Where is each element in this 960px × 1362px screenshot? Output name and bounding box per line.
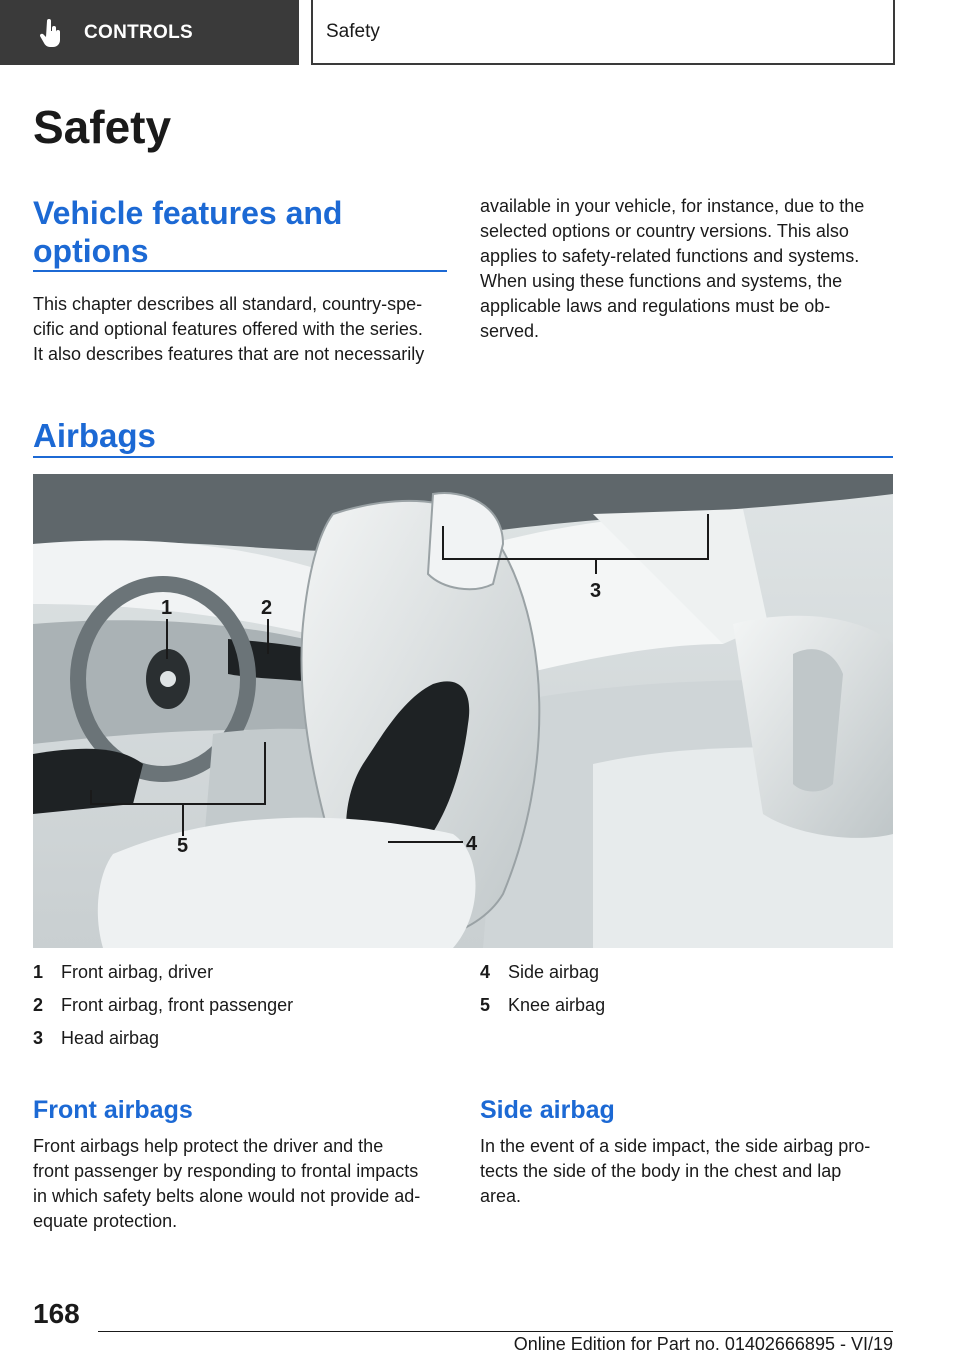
hand-pointer-icon xyxy=(36,18,66,48)
airbags-rule xyxy=(33,456,893,458)
heading-rule xyxy=(33,270,447,272)
airbag-illustration xyxy=(33,474,893,948)
airbag-legend-right xyxy=(480,962,900,1028)
legend-item: 3 Head airbag xyxy=(33,1028,160,1048)
front-airbags-text: Front airbags help protect the driver and the front passenger by responding to frontal impacts in which safety belts alone would not provide ad‐ equate protection. xyxy=(33,1136,421,1231)
legend-item: 5 Knee airbag xyxy=(480,995,606,1015)
edition-text: Online Edition for Part no. 01402666895 - VI/19 xyxy=(513,1334,893,1354)
chapter-label: Safety xyxy=(326,20,380,42)
callout-1: 1 xyxy=(161,597,173,619)
side-airbag-heading: Side airbag xyxy=(480,1096,615,1124)
legend-item: 4 Side airbag xyxy=(480,962,600,982)
page-number: 168 xyxy=(33,1298,80,1329)
vehicle-features-heading: Vehicle features and options xyxy=(33,195,343,269)
section-label: CONTROLS xyxy=(84,21,194,43)
callout-4: 4 xyxy=(466,833,478,855)
legend-item: 1 Front airbag, driver xyxy=(33,962,214,982)
vehicle-features-text-right: available in your vehicle, for instance, due to the selected options or country versions. This also applies to safety-related functions and systems. When using these functions and systems, the applicable laws and regulations must be ob‐ served. xyxy=(480,196,865,341)
callout-5: 5 xyxy=(177,835,189,857)
footer-rule xyxy=(98,1331,893,1332)
side-airbag-text: In the event of a side impact, the side airbag pro‐ tects the side of the body in the chest and lap area. xyxy=(480,1136,871,1206)
callout-3: 3 xyxy=(590,580,602,602)
vehicle-features-text-left: This chapter describes all standard, country-spe‐ cific and optional features offered with the series. It also describes features that are not necessarily xyxy=(33,294,425,364)
airbag-legend-left xyxy=(33,962,453,1061)
front-airbags-heading: Front airbags xyxy=(33,1096,193,1124)
section-tab-controls xyxy=(0,0,299,65)
page-title: Safety xyxy=(33,101,172,153)
callout-2: 2 xyxy=(261,597,273,619)
legend-item: 2 Front airbag, front passenger xyxy=(33,995,294,1015)
chapter-header xyxy=(311,0,895,65)
airbags-heading: Airbags xyxy=(33,417,156,454)
